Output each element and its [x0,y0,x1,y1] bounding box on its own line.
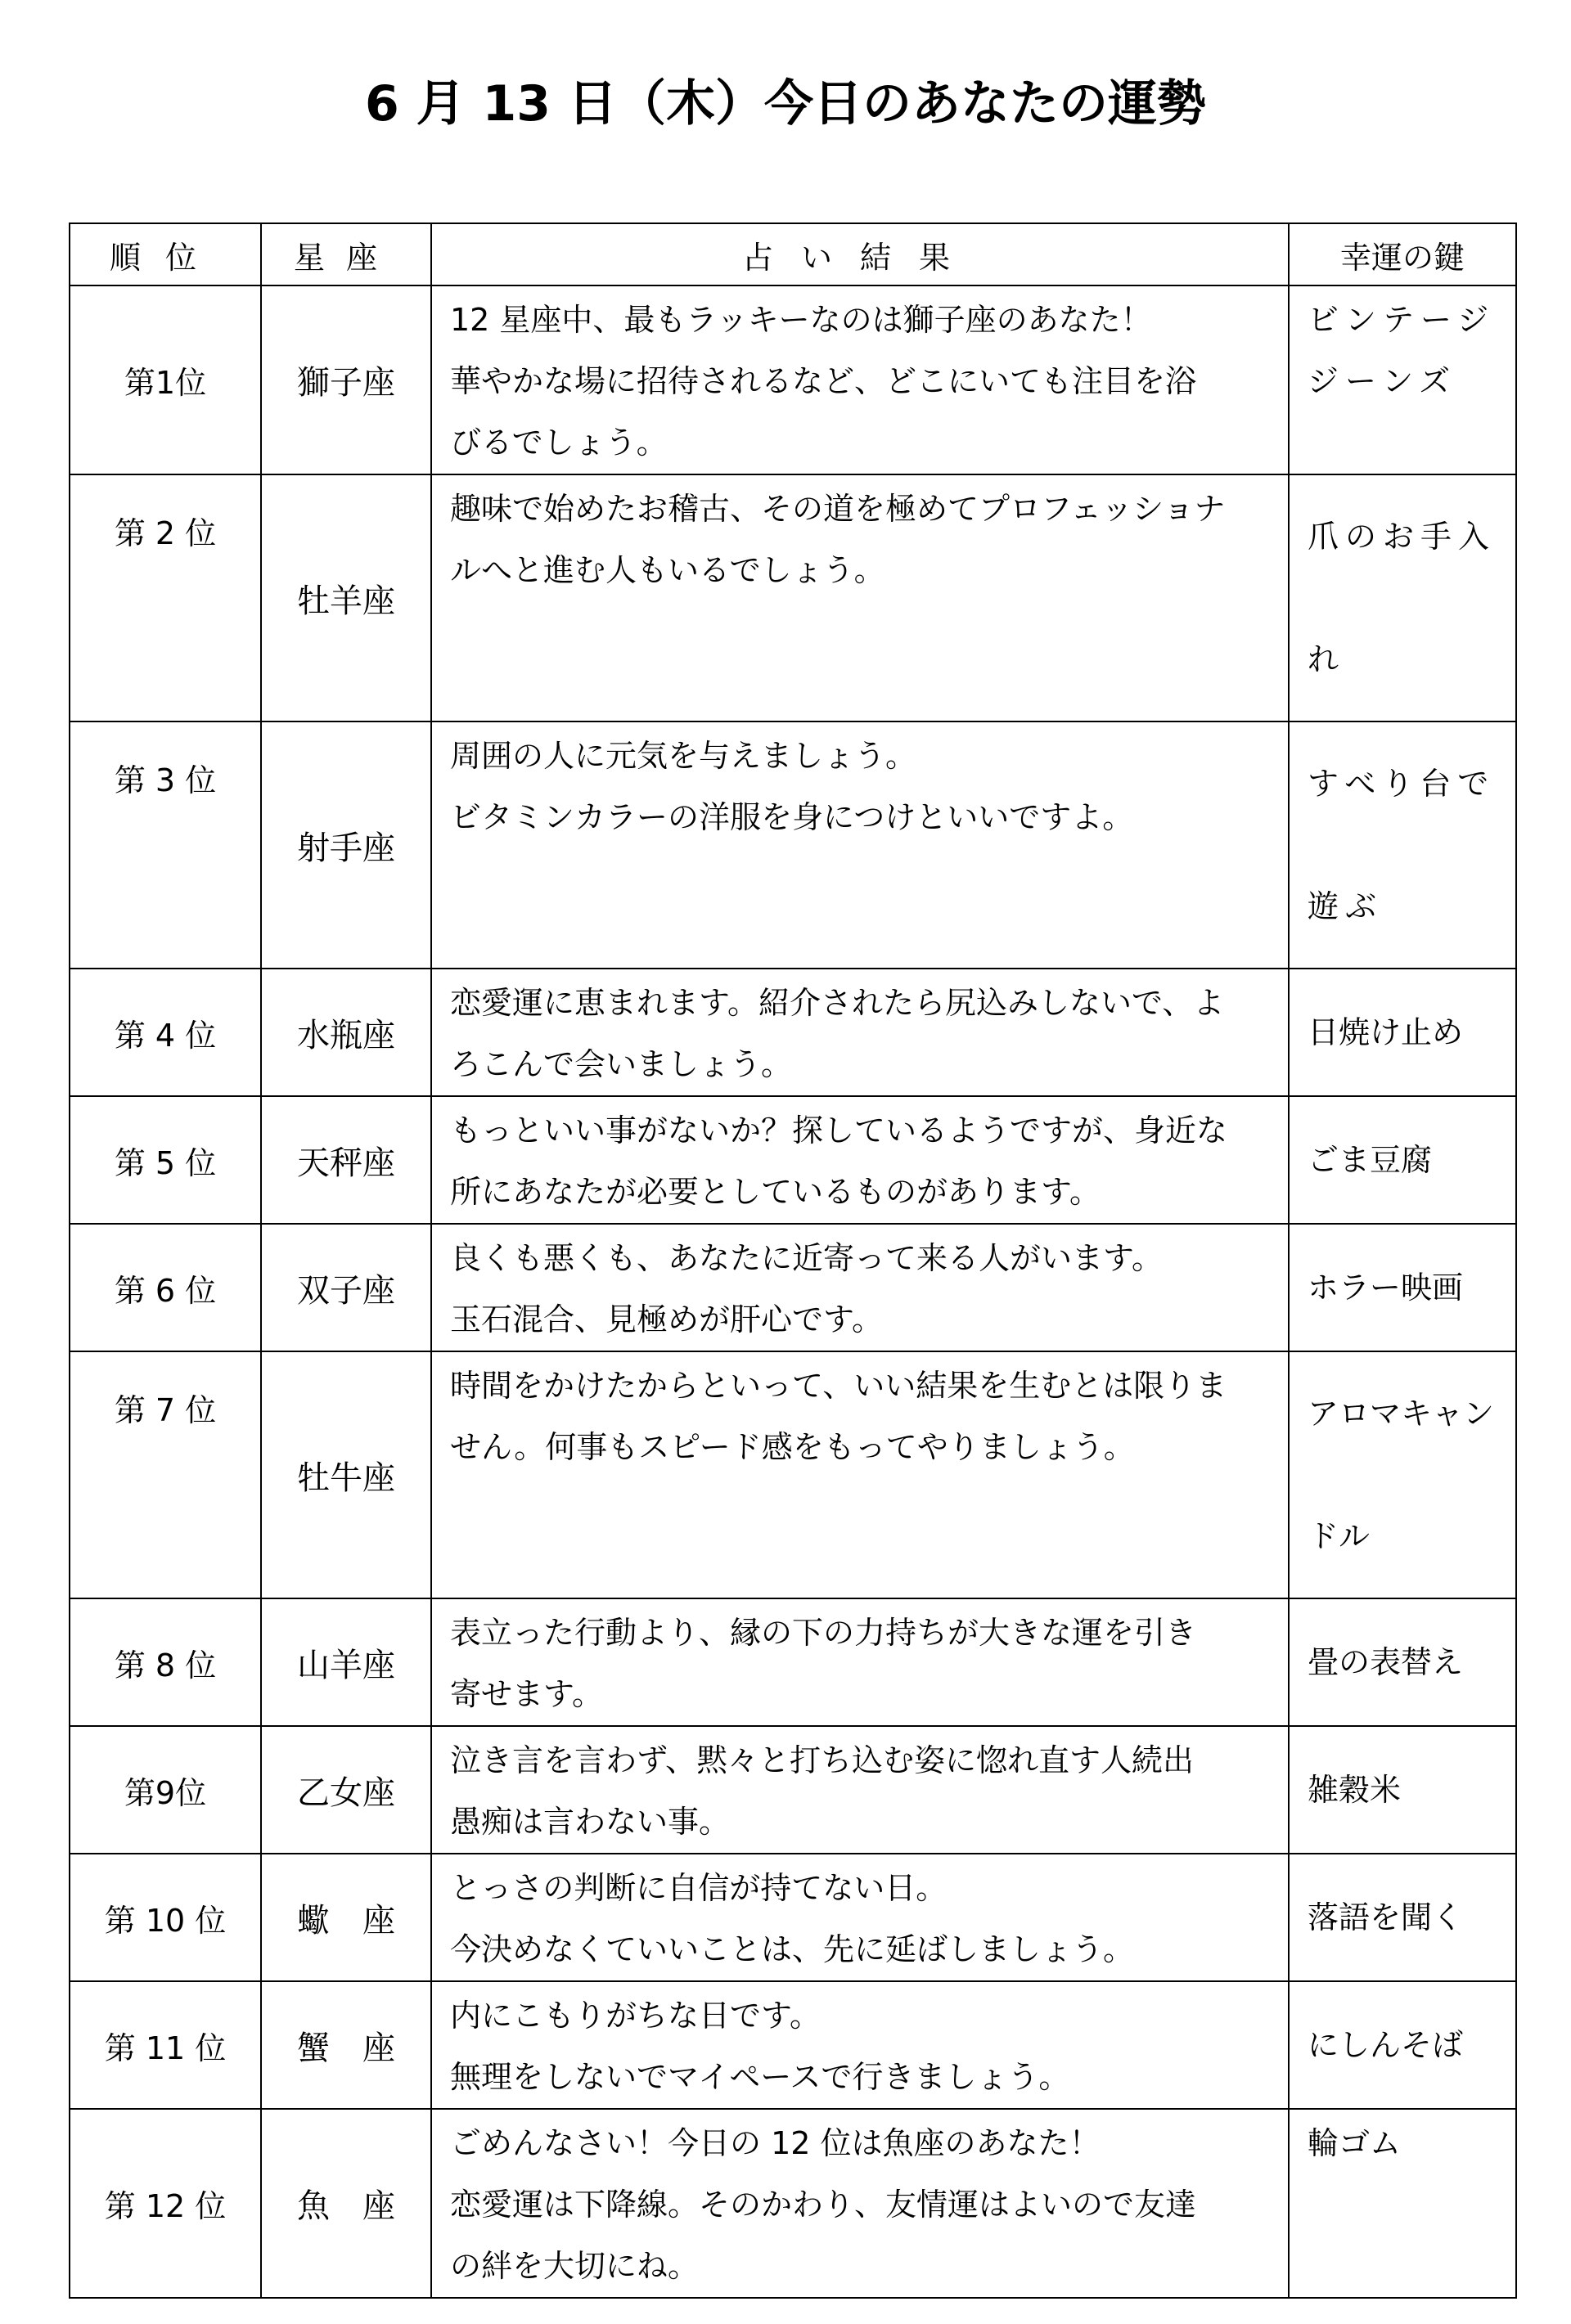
result-cell [431,285,1289,474]
result-line: 恋愛運に恵まれます。紹介されたら尻込みしないで、よ [450,985,1225,1021]
sign-cell: 射手座 [261,721,431,969]
key-line: 落語を聞く [1308,1899,1464,1935]
table-row [70,721,1516,969]
key-line: すべり台で [1308,766,1496,802]
key-line: アロマキャン [1308,1396,1495,1432]
table-row [70,1096,1516,1224]
key-cell [1289,721,1516,969]
rank-cell: 第 10 位 [70,1854,261,1981]
result-line: 愚痴は言わない事。 [450,1804,731,1840]
table-row [70,1224,1516,1351]
rank-cell: 第 11 位 [70,1981,261,2109]
sign-cell: 蠍 座 [261,1854,431,1981]
key-cell [1289,1981,1516,2109]
result-line: びるでしょう。 [450,425,668,461]
result-line: 時間をかけたからといって、いい結果を生むとは限りま [450,1368,1227,1404]
result-line: せん。何事もスピード感をもってやりましょう。 [450,1429,1135,1465]
result-cell [431,721,1289,969]
rank-cell: 第9位 [70,1726,261,1854]
key-line: にしんそば [1308,2026,1464,2063]
result-line: の絆を大切にね。 [450,2248,700,2284]
key-cell [1289,1854,1516,1981]
result-line: 泣き言を言わず、黙々と打ち込む姿に惚れ直す人続出 [450,1742,1194,1778]
result-line: ルへと進む人もいるでしょう。 [450,552,885,588]
result-cell [431,474,1289,721]
result-cell [431,1351,1289,1598]
result-cell [431,1598,1289,1726]
rank-cell: 第 7 位 [70,1351,261,1598]
sign-cell: 天秤座 [261,1096,431,1224]
result-cell [431,1854,1289,1981]
key-line: 遊ぶ [1308,888,1384,924]
header-key: 幸運の鍵 [1289,223,1516,285]
key-line: ごま豆腐 [1308,1141,1433,1178]
key-line: ビンテージ [1308,302,1496,338]
rank-cell: 第 3 位 [70,721,261,969]
header-rank: 順位 [70,223,261,285]
key-line: ジーンズ [1308,363,1457,399]
result-line: 華やかな場に招待されるなど、どこにいても注目を浴 [450,363,1197,399]
result-cell [431,1224,1289,1351]
sign-cell: 山羊座 [261,1598,431,1726]
result-line: 表立った行動より、縁の下の力持ちが大きな運を引き [450,1615,1197,1651]
key-line: ホラー映画 [1308,1269,1464,1306]
key-cell [1289,1224,1516,1351]
page-title: 6 月 13 日（木）今日のあなたの運勢 [365,75,1206,133]
rank-cell: 第1位 [70,285,261,474]
result-line: 趣味で始めたお稽古、その道を極めてプロフェッショナ [450,491,1226,527]
sign-cell: 魚 座 [261,2109,431,2298]
result-line: ごめんなさい！今日の 12 位は魚座のあなた！ [450,2125,1101,2161]
key-line: 日焼け止め [1308,1014,1464,1050]
result-line: 12 星座中、最もラッキーなのは獅子座のあなた！ [450,302,1152,338]
result-line: 玉石混合、見極めが肝心です。 [450,1301,883,1337]
sign-cell: 蟹 座 [261,1981,431,2109]
result-line: 無理をしないでマイペースで行きましょう。 [450,2059,1070,2095]
key-line: ドル [1308,1518,1371,1554]
key-cell [1289,1726,1516,1854]
key-cell [1289,969,1516,1096]
rank-cell: 第 6 位 [70,1224,261,1351]
header-result: 占い結果 [431,223,1289,285]
result-line: 周囲の人に元気を与えましょう。 [450,738,917,774]
key-cell [1289,1351,1516,1598]
rank-cell: 第 8 位 [70,1598,261,1726]
result-line: 寄せます。 [450,1676,603,1712]
rank-cell: 第 12 位 [70,2109,261,2298]
header-row [70,223,1516,285]
key-cell [1289,1598,1516,1726]
table-row [70,1854,1516,1981]
table-row [70,1981,1516,2109]
result-line: 内にこもりがちな日です。 [450,1998,821,2034]
table-row [70,1726,1516,1854]
result-line: 今決めなくていいことは、先に延ばしましょう。 [450,1931,1135,1967]
sign-cell: 乙女座 [261,1726,431,1854]
table-row [70,1351,1516,1598]
key-cell [1289,1096,1516,1224]
result-line: 所にあなたが必要としているものがあります。 [450,1174,1101,1210]
result-cell [431,2109,1289,2298]
result-line: ビタミンカラーの洋服を身につけといいですよ。 [450,799,1134,835]
rank-cell: 第 4 位 [70,969,261,1096]
result-line: 良くも悪くも、あなたに近寄って来る人がいます。 [450,1240,1163,1276]
table-row [70,2109,1516,2298]
result-cell [431,1981,1289,2109]
rank-cell: 第 5 位 [70,1096,261,1224]
key-line: 爪のお手入 [1308,519,1497,555]
sign-cell: 獅子座 [261,285,431,474]
key-cell [1289,474,1516,721]
key-line: 雑穀米 [1308,1771,1402,1808]
sign-cell: 水瓶座 [261,969,431,1096]
result-cell [431,1726,1289,1854]
sign-cell: 牡羊座 [261,474,431,721]
result-cell [431,969,1289,1096]
sign-cell: 牡牛座 [261,1351,431,1598]
horoscope-table [69,223,1517,2299]
table-row [70,969,1516,1096]
table-row [70,285,1516,474]
result-line: とっさの判断に自信が持てない日。 [450,1870,948,1906]
result-line: 恋愛運は下降線。そのかわり、友情運はよいので友達 [450,2187,1197,2223]
key-line: 輪ゴム [1308,2125,1402,2161]
rank-cell: 第 2 位 [70,474,261,721]
key-line: 畳の表替え [1308,1643,1464,1680]
sign-cell: 双子座 [261,1224,431,1351]
result-line: ろこんで会いましょう。 [450,1046,793,1082]
table-row [70,1598,1516,1726]
result-line: もっといい事がないか？探しているようですが、身近な [450,1113,1228,1149]
table-row [70,474,1516,721]
key-cell [1289,285,1516,474]
key-line: れ [1308,641,1346,677]
header-sign: 星座 [261,223,431,285]
key-cell [1289,2109,1516,2298]
result-cell [431,1096,1289,1224]
